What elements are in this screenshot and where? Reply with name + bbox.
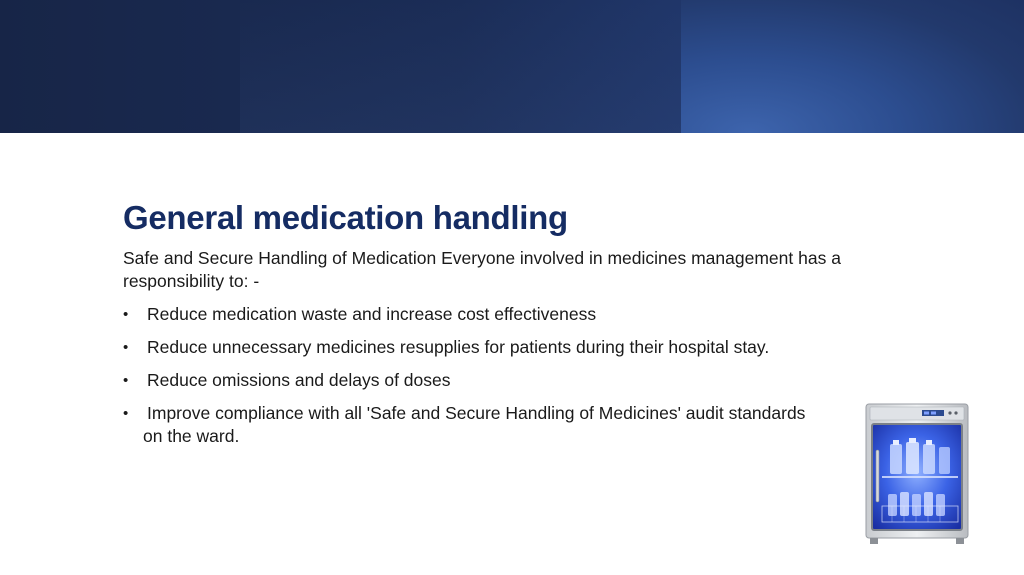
bullet-marker: • [123, 339, 129, 356]
bullet-text: Reduce unnecessary medicines resupplies for patients during their hospital stay. [147, 337, 770, 357]
bullet-item [123, 303, 823, 326]
header-banner [0, 0, 1024, 133]
bullet-marker: • [123, 372, 129, 389]
bullet-item [123, 369, 823, 392]
medicine-fridge-icon [862, 402, 972, 547]
banner-sheen [240, 0, 681, 133]
bullet-marker: • [123, 405, 129, 422]
bullet-marker: • [123, 306, 129, 323]
bullet-item [123, 402, 823, 448]
bullet-list [123, 303, 823, 448]
slide-title: General medication handling [123, 199, 568, 236]
bullet-item [123, 336, 823, 359]
banner-highlight [681, 0, 1024, 133]
bullet-text: Reduce medication waste and increase cost effectiveness [147, 304, 597, 324]
intro-paragraph: Safe and Secure Handling of Medication Everyone involved in medicines management has a responsibility to: - [123, 248, 841, 291]
bullet-text: Reduce omissions and delays of doses [147, 370, 451, 390]
bullet-text: Improve compliance with all 'Safe and Secure Handling of Medicines' audit standards on the ward. [143, 403, 806, 446]
slide-content [123, 195, 883, 458]
